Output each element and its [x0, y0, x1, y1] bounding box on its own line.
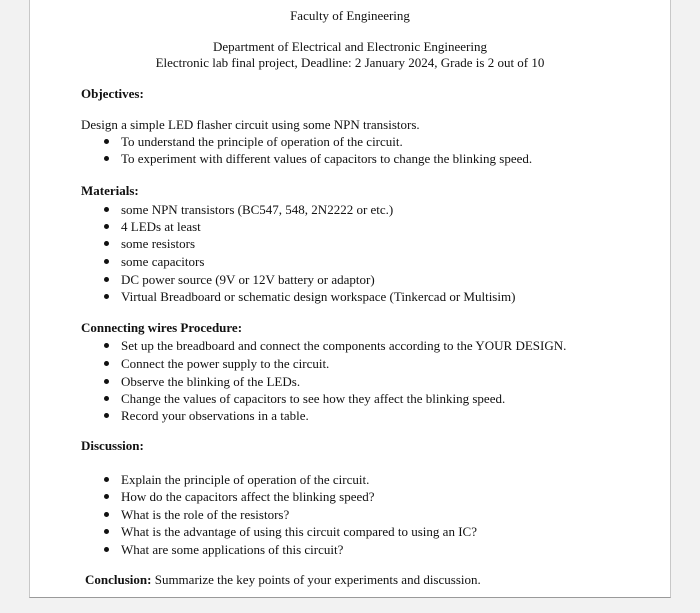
bullet-icon — [104, 294, 109, 299]
discussion-item: What are some applications of this circuit? — [121, 542, 344, 557]
procedure-item: Change the values of capacitors to see how they affect the blinking speed. — [121, 391, 506, 406]
discussion-item: What is the role of the resistors? — [121, 507, 290, 522]
bullet-icon — [104, 494, 109, 499]
bullet-icon — [104, 379, 109, 384]
objectives-heading: Objectives: — [81, 86, 144, 101]
bullet-icon — [104, 207, 109, 212]
materials-item: some capacitors — [121, 254, 205, 269]
bullet-icon — [104, 224, 109, 229]
bullet-icon — [104, 529, 109, 534]
procedure-item: Set up the breadboard and connect the components according to the YOUR DESIGN. — [121, 338, 567, 353]
procedure-item: Record your observations in a table. — [121, 408, 309, 423]
department-title: Department of Electrical and Electronic Engineering — [213, 39, 487, 54]
bullet-icon — [104, 343, 109, 348]
faculty-title: Faculty of Engineering — [290, 8, 410, 23]
procedure-heading: Connecting wires Procedure: — [81, 320, 243, 335]
project-line: Electronic lab final project, Deadline: 2 January 2024, Grade is 2 out of 10 — [155, 55, 545, 70]
bullet-icon — [104, 396, 109, 401]
discussion-item: How do the capacitors affect the blinking speed? — [121, 489, 375, 504]
discussion-heading: Discussion: — [81, 438, 144, 453]
objectives-item: To understand the principle of operation of the circuit. — [121, 134, 403, 149]
materials-item: some resistors — [121, 236, 196, 251]
materials-item: some NPN transistors (BC547, 548, 2N2222 or etc.) — [121, 202, 394, 217]
materials-item: DC power source (9V or 12V battery or adaptor) — [121, 272, 375, 287]
bullet-icon — [104, 477, 109, 482]
discussion-item: Explain the principle of operation of the circuit. — [121, 472, 370, 487]
procedure-item: Observe the blinking of the LEDs. — [121, 374, 301, 389]
bullet-icon — [104, 259, 109, 264]
bullet-icon — [104, 361, 109, 366]
document-page — [29, 0, 671, 598]
bullet-icon — [104, 139, 109, 144]
objectives-item: To experiment with different values of capacitors to change the blinking speed. — [121, 151, 533, 166]
bullet-icon — [104, 413, 109, 418]
bullet-icon — [104, 156, 109, 161]
bullet-icon — [104, 512, 109, 517]
materials-item: 4 LEDs at least — [121, 219, 201, 234]
conclusion-line — [85, 572, 481, 588]
bullet-icon — [104, 241, 109, 246]
materials-heading: Materials: — [81, 183, 139, 198]
objectives-intro: Design a simple LED flasher circuit using some NPN transistors. — [81, 117, 420, 132]
conclusion-text: Summarize the key points of your experiments and discussion. — [151, 572, 481, 587]
materials-item: Virtual Breadboard or schematic design workspace (Tinkercad or Multisim) — [121, 289, 516, 304]
discussion-item: What is the advantage of using this circuit compared to using an IC? — [121, 524, 477, 539]
bullet-icon — [104, 547, 109, 552]
procedure-item: Connect the power supply to the circuit. — [121, 356, 330, 371]
conclusion-label: Conclusion: — [85, 572, 152, 587]
bullet-icon — [104, 277, 109, 282]
